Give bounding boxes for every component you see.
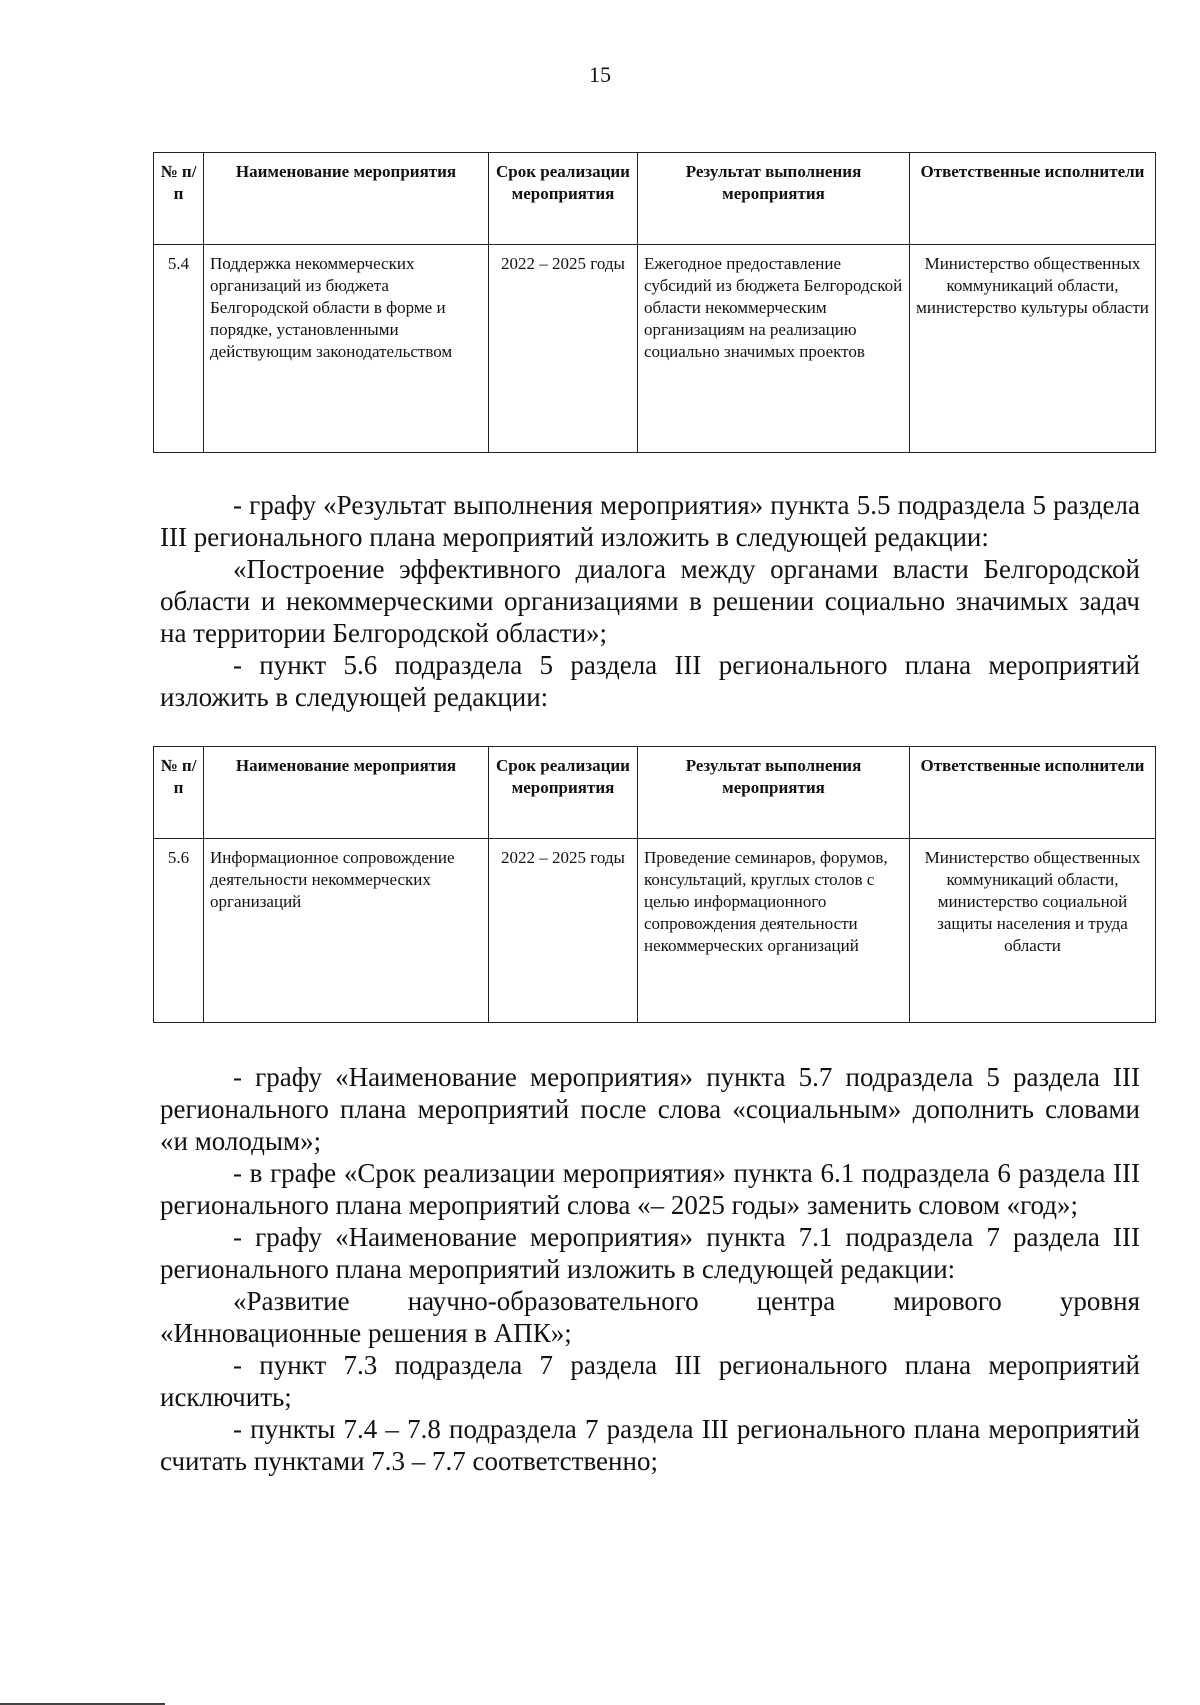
amendment-text-1	[160, 489, 1140, 713]
amendment-text-2	[160, 1061, 1140, 1477]
paragraph: - в графе «Срок реализации мероприятия» пункта 6.1 подраздела 6 раздела III регионального плана мероприятий слова «– 2025 годы» заменить словом «год»;	[160, 1158, 1140, 1220]
cell-result: Ежегодное предоставление субсидий из бюджета Белгородской области некоммерческим организациям на реализацию социально значимых проектов	[638, 245, 910, 453]
cell-num: 5.4	[154, 245, 204, 453]
paragraph: - графу «Результат выполнения мероприятия» пункта 5.5 подраздела 5 раздела III регионального плана мероприятий изложить в следующей редакции:	[160, 490, 1140, 552]
header-num: № п/п	[154, 747, 204, 839]
table-header-row	[154, 153, 1156, 245]
table-header-row	[154, 747, 1156, 839]
page-number: 15	[589, 62, 611, 87]
cell-result: Проведение семинаров, форумов, консультаций, круглых столов с целью информационного сопровождения деятельности некоммерческих организаций	[638, 839, 910, 1023]
table-row	[154, 839, 1156, 1023]
paragraph: - пункт 7.3 подраздела 7 раздела III регионального плана мероприятий исключить;	[160, 1350, 1140, 1412]
header-name: Наименование мероприятия	[204, 153, 489, 245]
cell-term: 2022 – 2025 годы	[489, 245, 638, 453]
header-name: Наименование мероприятия	[204, 747, 489, 839]
header-term: Срок реализации мероприятия	[489, 747, 638, 839]
paragraph: - пункты 7.4 – 7.8 подраздела 7 раздела III регионального плана мероприятий считать пунктами 7.3 – 7.7 соответственно;	[160, 1414, 1140, 1476]
paragraph: «Построение эффективного диалога между органами власти Белгородской области и некоммерческими организациями в решении социально значимых задач на территории Белгородской области»;	[160, 554, 1140, 648]
header-term: Срок реализации мероприятия	[489, 153, 638, 245]
paragraph: - пункт 5.6 подраздела 5 раздела III регионального плана мероприятий изложить в следующей редакции:	[160, 650, 1140, 712]
cell-responsible: Министерство общественных коммуникаций области, министерство культуры области	[910, 245, 1156, 453]
measures-table-5-6	[153, 746, 1156, 1023]
header-responsible: Ответственные исполнители	[910, 747, 1156, 839]
paragraph: - графу «Наименование мероприятия» пункта 7.1 подраздела 7 раздела III регионального плана мероприятий изложить в следующей редакции:	[160, 1222, 1140, 1284]
header-result: Результат выполнения мероприятия	[638, 747, 910, 839]
cell-responsible: Министерство общественных коммуникаций области, министерство социальной защиты населения и труда области	[910, 839, 1156, 1023]
paragraph: «Развитие научно-образовательного центра мирового уровня «Инновационные решения в АПК»;	[160, 1286, 1140, 1348]
header-responsible: Ответственные исполнители	[910, 153, 1156, 245]
cell-name: Информационное сопровождение деятельности некоммерческих организаций	[204, 839, 489, 1023]
header-result: Результат выполнения мероприятия	[638, 153, 910, 245]
paragraph: - графу «Наименование мероприятия» пункта 5.7 подраздела 5 раздела III регионального плана мероприятий после слова «социальным» дополнить словами «и молодым»;	[160, 1062, 1140, 1156]
table-row	[154, 245, 1156, 453]
header-num: № п/п	[154, 153, 204, 245]
measures-table-5-4	[153, 152, 1156, 453]
cell-term: 2022 – 2025 годы	[489, 839, 638, 1023]
cell-name: Поддержка некоммерческих организаций из бюджета Белгородской области в форме и порядке, установленными действующим законодательством	[204, 245, 489, 453]
cell-num: 5.6	[154, 839, 204, 1023]
